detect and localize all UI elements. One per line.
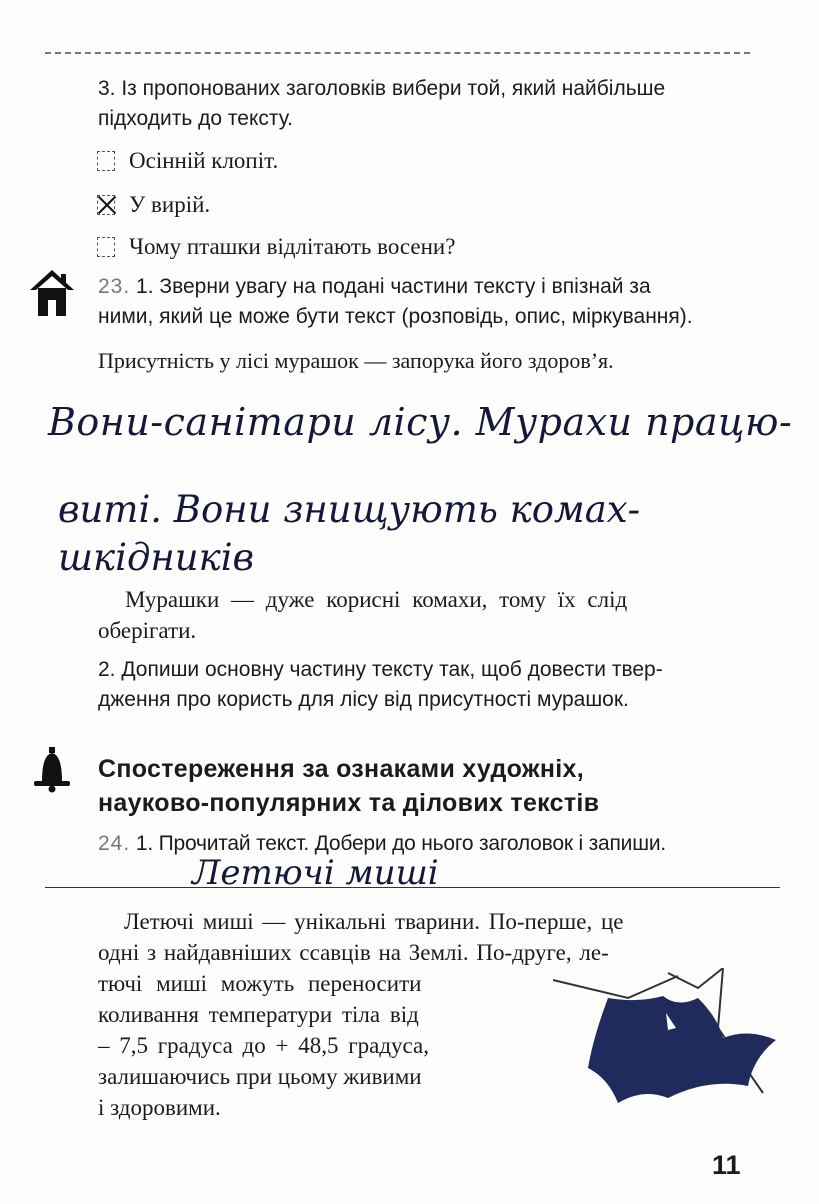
ex23-intro: Присутність у лісі мурашок — запорука його здоров’я. [98,348,614,373]
task3-prompt-line2: підходить до тексту. [98,107,293,130]
ex23-conclusion-line1: Мурашки — дуже корисні комахи, тому їх слід [125,587,628,612]
checkbox-option-3[interactable] [97,237,115,257]
top-divider [45,52,750,54]
writing-line [45,887,780,888]
checkbox-option-1[interactable] [97,151,115,171]
ex23-task2-line1: 2. Допиши основну частину тексту так, щоб довести твер- [98,658,663,681]
ex23-task2 [98,655,663,715]
bat-text-line3: тючі миші можуть переносити [98,971,422,996]
section-title [98,752,599,820]
ex23-task2-line2: дження про користь для лісу від присутності мурашок. [98,688,629,711]
bat-text-line7: і здоровими. [98,1095,221,1120]
option-1[interactable] [97,145,278,176]
ex23-line1: 1. Зверни увагу на подані частини тексту і впізнай за [136,275,651,298]
option-2-label: У вирій. [129,192,211,217]
bat-text-line6: залишаючись при цьому живими [98,1064,422,1089]
ex23-number: 23. [98,275,131,298]
option-1-label: Осінній клопіт. [129,148,279,173]
checkbox-option-2-checked[interactable] [97,195,115,215]
section-title-line1: Спостереження за ознаками художніх, [98,755,584,783]
handwritten-answer-line2: виті. Вони знищують комах-шкідників [58,488,641,579]
ex23-conclusion [98,584,783,646]
ex23-line2: ними, який це може бути текст (розповідь, опис, міркування). [98,305,693,328]
option-2[interactable] [97,189,210,220]
bat-illustration [548,968,788,1118]
handwritten-answer-line1: Вони-санітари лісу. Мурахи працю- [48,400,793,444]
ex23-conclusion-line2: оберігати. [98,618,197,643]
bat-text-line1: Летючі миші — унікальні тварини. По-перше, це [124,909,624,934]
page-number: 11 [712,1150,741,1180]
ex23-prompt [98,272,693,332]
house-icon [28,268,76,318]
bat-text-line4: коливання температури тіла від [98,1002,419,1027]
bat-text-line5: – 7,5 градуса до + 48,5 градуса, [98,1033,430,1058]
option-3[interactable] [97,231,455,262]
option-3-label: Чому пташки відлітають восени? [129,234,456,259]
task3-prompt [98,74,665,134]
section-title-line2: науково-популярних та ділових текстів [98,789,600,817]
bell-icon [30,745,74,793]
task3-prompt-line1: 3. Із пропонованих заголовків вибери той, який найбільше [98,77,666,100]
ex24-prompt-text: 1. Прочитай текст. Добери до нього заголовок і запиши. [135,832,667,855]
handwritten-title: Летючі миші [192,853,439,893]
bat-text-line2: одні з найдавніших ссавців на Землі. По-друге, ле- [98,940,609,965]
ex24-number: 24. [98,832,131,855]
